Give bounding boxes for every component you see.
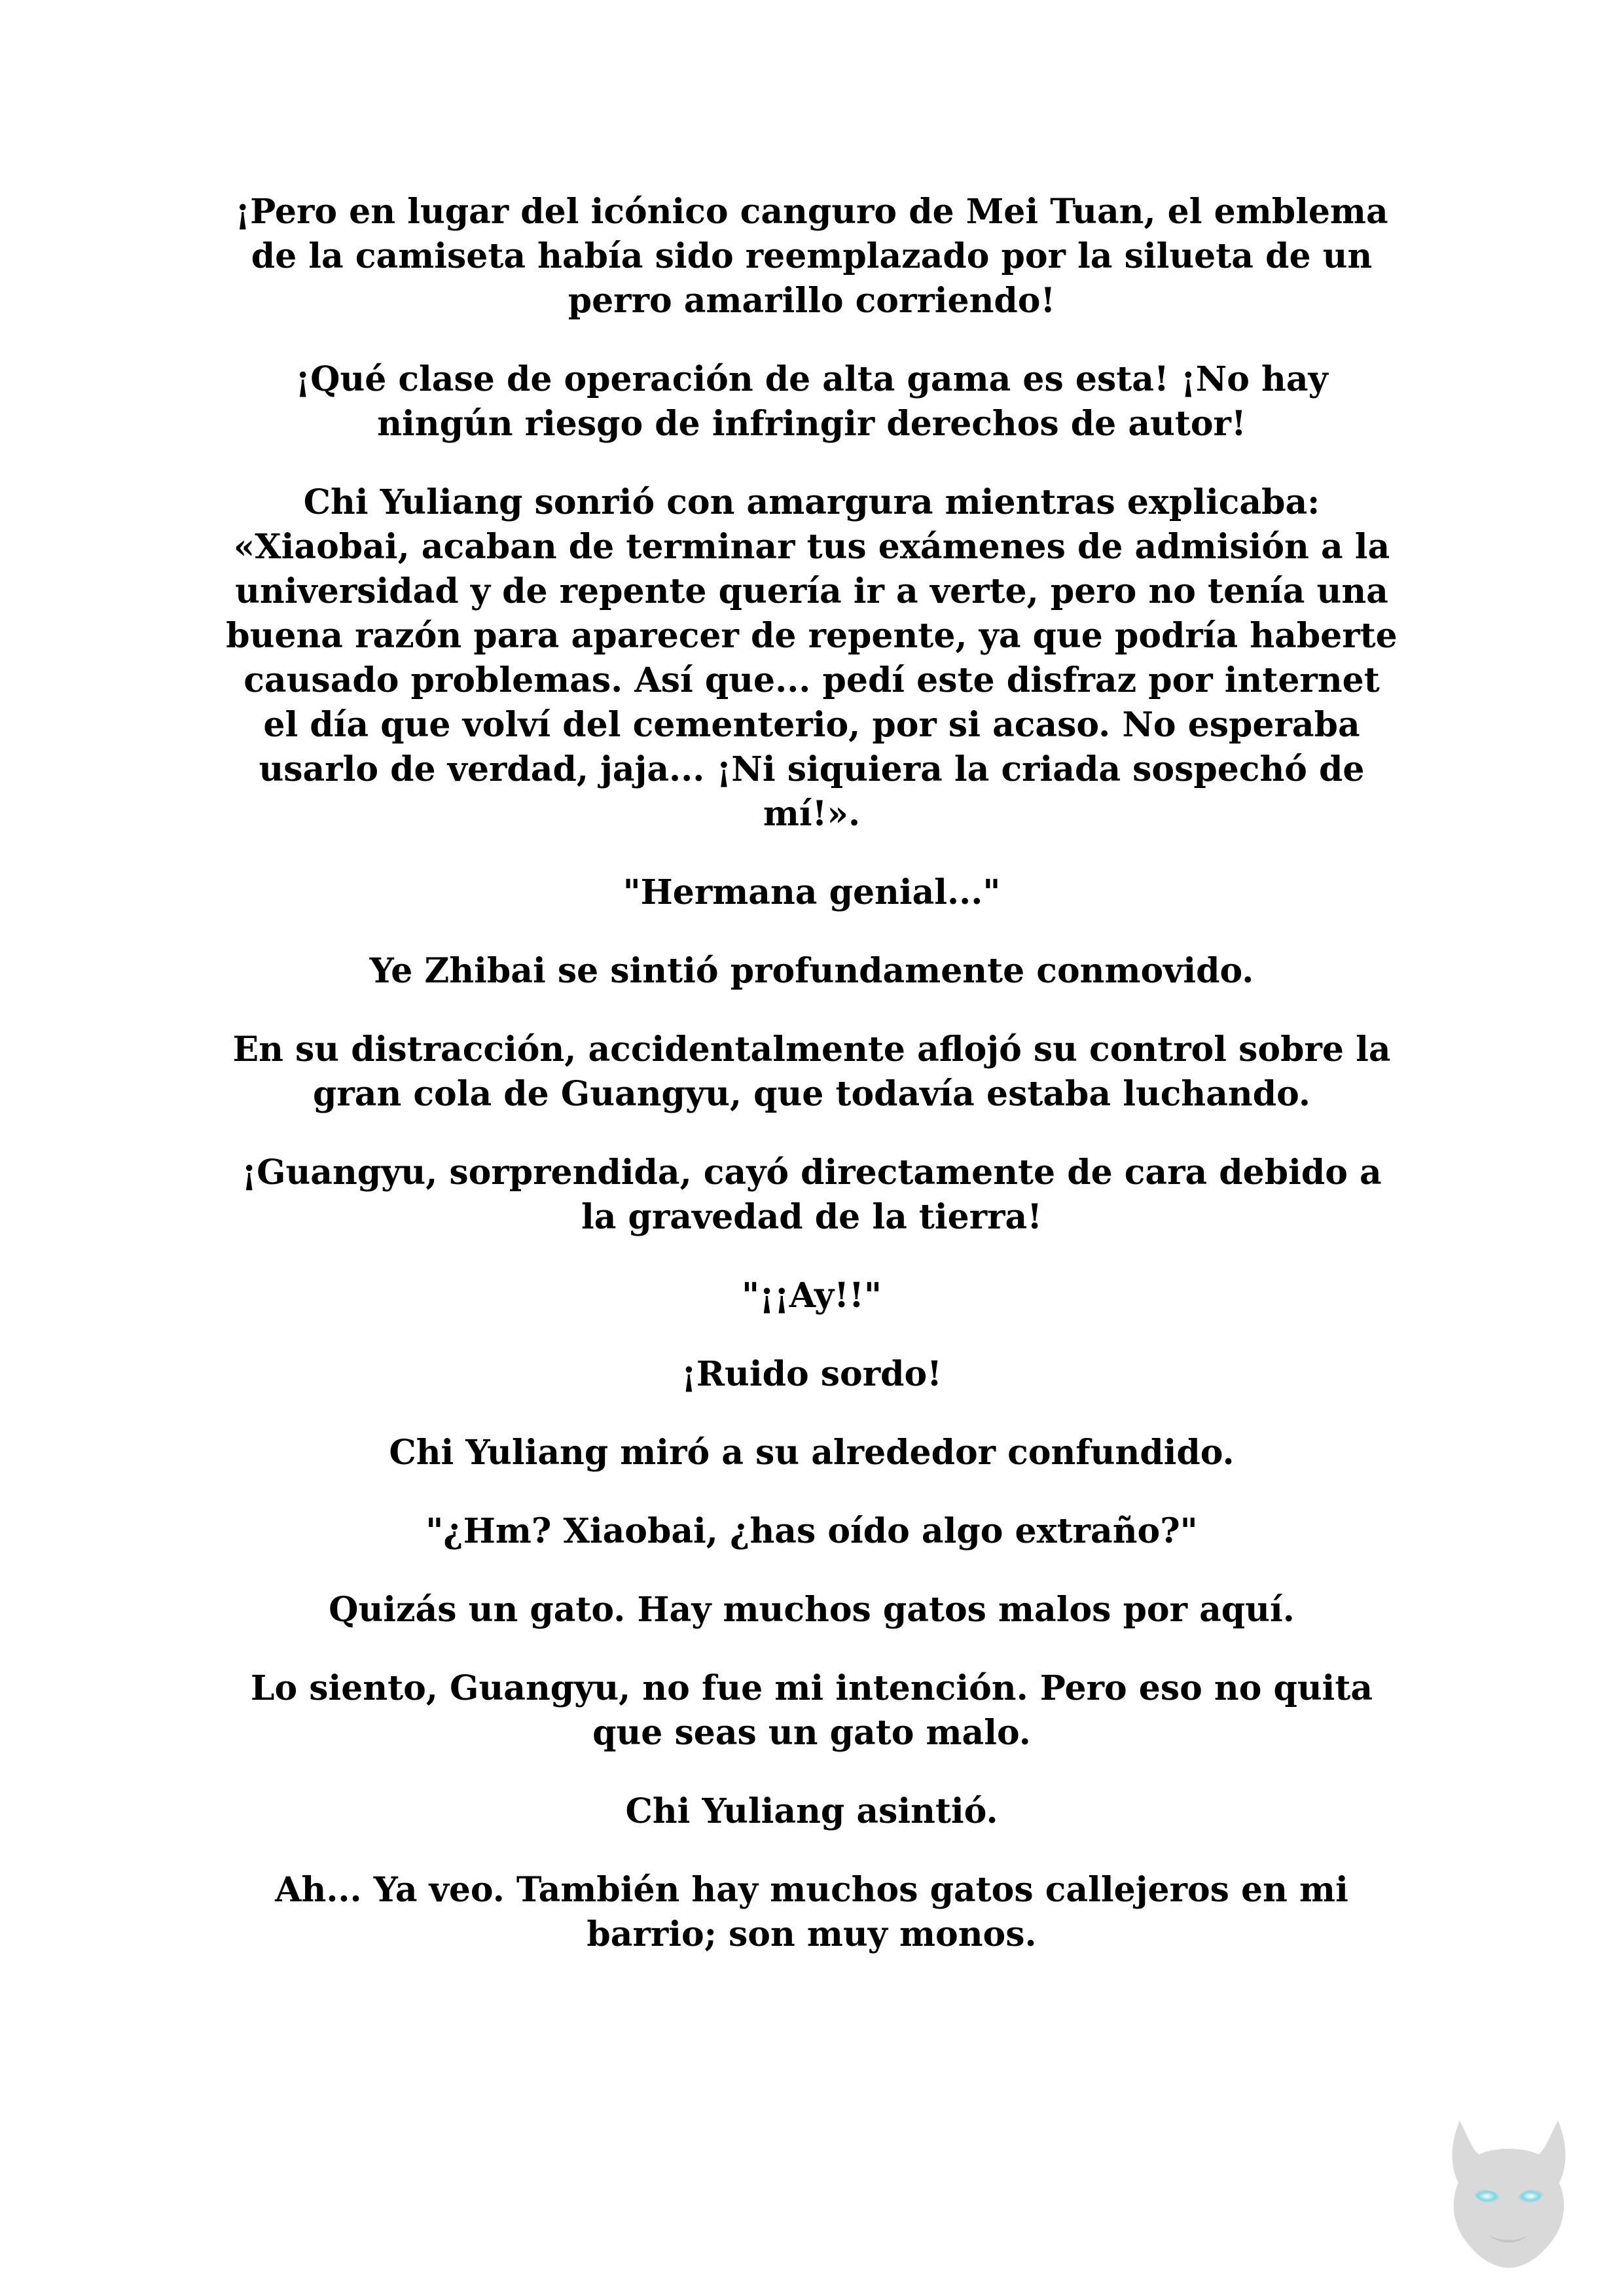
story-text — [223, 190, 1401, 1991]
paragraph-6: En su distracción, accidentalmente aflojó su control sobre la gran cola de Guangyu, que todavía estaba luchando. — [232, 1030, 1391, 1114]
paragraph-15: Ah... Ya veo. También hay muchos gatos callejeros en mi barrio; son muy monos. — [275, 1870, 1348, 1954]
paragraph-4: "Hermana genial..." — [623, 872, 1001, 912]
paragraph-11: "¿Hm? Xiaobai, ¿has oído algo extraño?" — [425, 1511, 1198, 1551]
paragraph-8: "¡¡Ay!!" — [742, 1276, 882, 1316]
demon-head-logo-icon — [1434, 2114, 1584, 2271]
paragraph-3: Chi Yuliang sonrió con amargura mientras explicaba: «Xiaobai, acaban de terminar tus exámenes de admisión a la universidad y de repente quería ir a verte, pero no tenía una buena razón para aparecer de repente, ya que podría haberte causado problemas. Así que... pedí este disfraz por internet el día que volví del cementerio, por si acaso. No esperaba usarlo de verdad, jaja... ¡Ni siquiera la criada sospechó de mí!». — [226, 482, 1398, 834]
paragraph-1: ¡Pero en lugar del icónico canguro de Mei Tuan, el emblema de la camiseta había sido reemplazado por la silueta de un perro amarillo corriendo! — [235, 192, 1388, 321]
paragraph-2: ¡Qué clase de operación de alta gama es esta! ¡No hay ningún riesgo de infringir derechos de autor! — [295, 359, 1328, 444]
paragraph-10: Chi Yuliang miró a su alrededor confundido. — [389, 1433, 1235, 1473]
paragraph-12: Quizás un gato. Hay muchos gatos malos por aquí. — [329, 1590, 1295, 1630]
paragraph-5: Ye Zhibai se sintió profundamente conmovido. — [369, 951, 1254, 991]
paragraph-13: Lo siento, Guangyu, no fue mi intención. Pero eso no quita que seas un gato malo. — [250, 1668, 1373, 1753]
paragraph-14: Chi Yuliang asintió. — [625, 1791, 998, 1831]
paragraph-7: ¡Guangyu, sorprendida, cayó directamente de cara debido a la gravedad de la tierra! — [242, 1153, 1382, 1237]
paragraph-9: ¡Ruido sordo! — [681, 1354, 942, 1394]
